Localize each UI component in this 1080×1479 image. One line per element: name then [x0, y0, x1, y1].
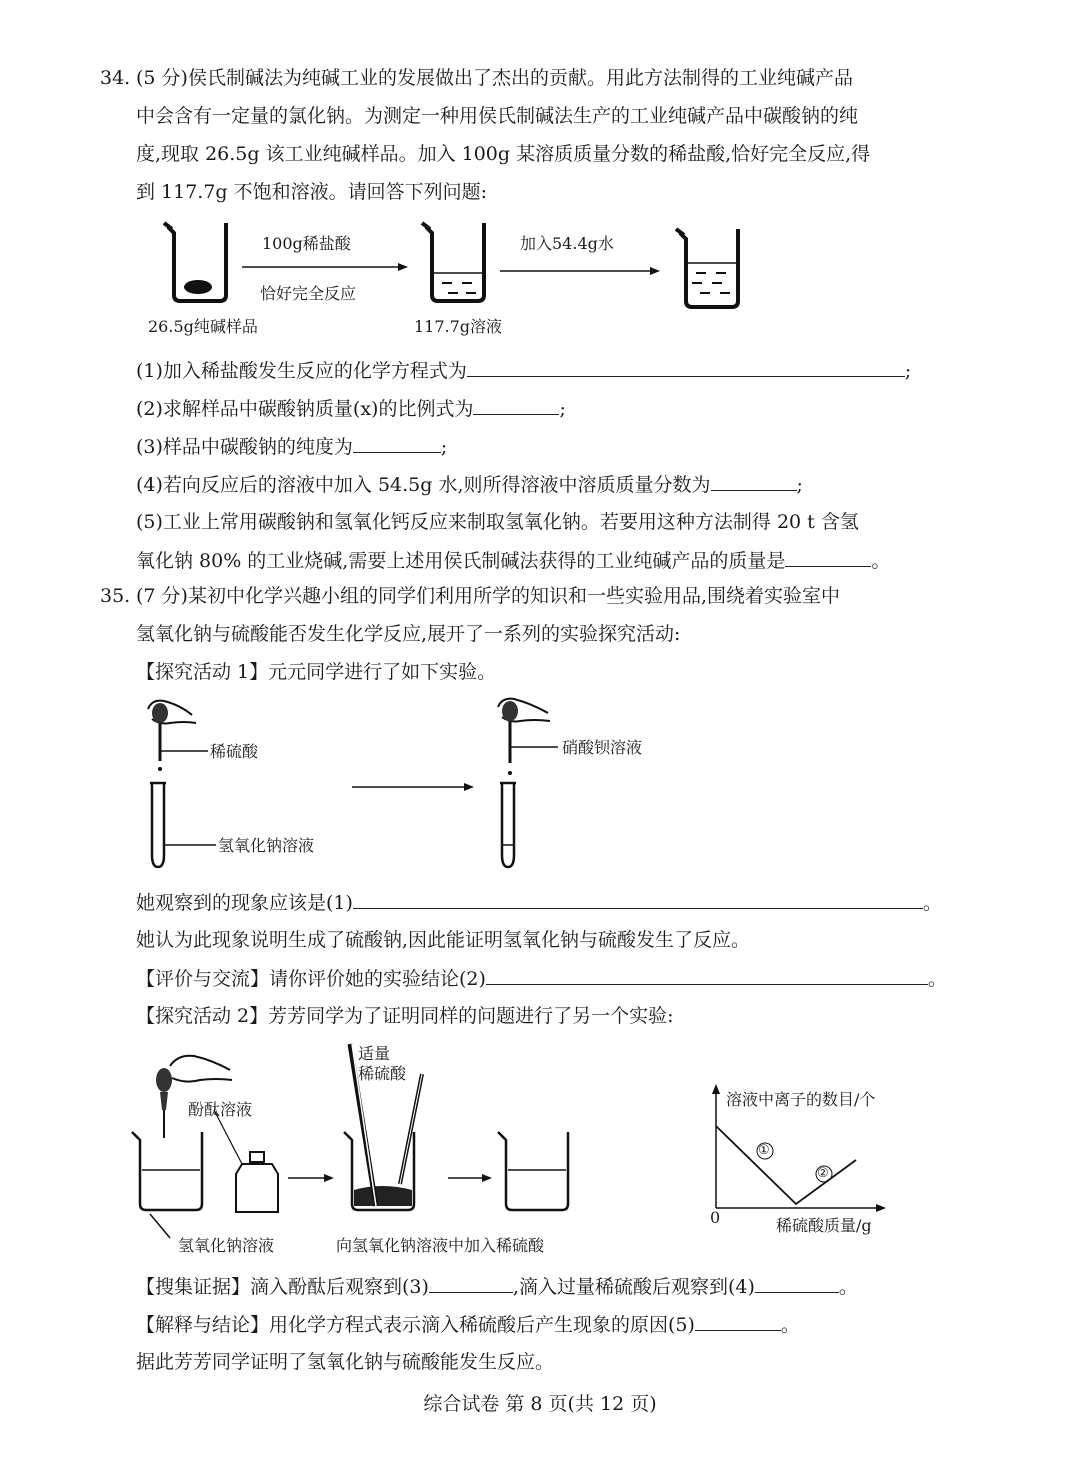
q34-sub5-line2: 氧化钠 80% 的工业烧碱,需要上述用侯氏制碱法获得的工业纯碱产品的质量是 。 — [136, 550, 891, 572]
q35-final: 据此芳芳同学证明了氢氧化钠与硫酸能发生反应。 — [136, 1351, 555, 1373]
beaker-solution — [422, 223, 484, 301]
q35-fig1 — [140, 695, 560, 875]
beaker-naoh — [132, 1132, 202, 1238]
q34-number: 34. — [100, 67, 131, 89]
graph-origin: 0 — [710, 1208, 721, 1227]
graph-mark-2: ② — [817, 1166, 829, 1181]
q35-evaluate: 【评价与交流】请你评价她的实验结论(2) 。 — [136, 968, 947, 990]
arrow1-top-label: 100g稀盐酸 — [262, 234, 351, 253]
q35-conclude: 她认为此现象说明生成了硫酸钠,因此能证明氢氧化钠与硫酸发生了反应。 — [136, 929, 751, 951]
acid-label-1: 适量 — [358, 1044, 391, 1063]
q35-line-2: 氢氧化钠与硫酸能否发生化学反应,展开了一系列的实验探究活动: — [136, 623, 681, 645]
dropper1-label: 稀硫酸 — [210, 742, 259, 761]
q34-line-3: 度,现取 26.5g 该工业纯碱样品。加入 100g 某溶质质量分数的稀盐酸,恰好完全反应,得 — [136, 143, 871, 165]
q35-evidence: 【搜集证据】滴入酚酞后观察到(3) ,滴入过量稀硫酸后观察到(4) 。 — [136, 1276, 858, 1298]
dropper-2 — [498, 699, 558, 775]
q34-line-1: (5 分)侯氏制碱法为纯碱工业的发展做出了杰出的贡献。用此方法制得的工业纯碱产品 — [136, 67, 853, 89]
q34-line-4: 到 117.7g 不饱和溶液。请回答下列问题: — [136, 181, 488, 203]
graph-curve — [716, 1126, 856, 1204]
q35-explain: 【解释与结论】用化学方程式表示滴入稀硫酸后产生现象的原因(5) 。 — [136, 1314, 800, 1336]
q35-line-1: (7 分)某初中化学兴趣小组的同学们利用所学的知识和一些实验用品,围绕着实验室中 — [136, 585, 840, 607]
dropper2-label: 硝酸钡溶液 — [562, 738, 643, 757]
naoh-label: 氢氧化钠溶液 — [178, 1236, 275, 1255]
phenol-bottle — [214, 1110, 278, 1212]
dropper-1 — [148, 701, 208, 771]
beaker1-label: 26.5g纯碱样品 — [148, 317, 258, 336]
q34-sub3: (3)样品中碳酸钠的纯度为 ; — [136, 436, 448, 458]
q34-sub1: (1)加入稀盐酸发生反应的化学方程式为 ; — [136, 360, 912, 382]
beaker-diluted — [676, 229, 738, 307]
graph-ylabel: 溶液中离子的数目/个 — [726, 1090, 876, 1109]
q35-activity1: 【探究活动 1】元元同学进行了如下实验。 — [136, 661, 497, 683]
tube-label: 氢氧化钠溶液 — [218, 836, 315, 855]
test-tube-2 — [500, 783, 516, 867]
acid-label-2: 稀硫酸 — [358, 1064, 407, 1083]
test-tube-1 — [150, 783, 216, 867]
q34-sub4: (4)若向反应后的溶液中加入 54.5g 水,则所得溶液中溶质质量分数为 ; — [136, 474, 803, 496]
q35-activity2: 【探究活动 2】芳芳同学为了证明同样的问题进行了另一个实验: — [136, 1005, 674, 1027]
arrow2-top-label: 加入54.4g水 — [520, 234, 614, 253]
graph-xlabel: 稀硫酸质量/g — [776, 1216, 872, 1235]
phenol-label: 酚酞溶液 — [188, 1100, 253, 1119]
arrow1-bottom-label: 恰好完全反应 — [260, 284, 357, 303]
q34-line-2: 中会含有一定量的氯化钠。为测定一种用侯氏制碱法生产的工业纯碱产品中碳酸钠的纯 — [136, 105, 859, 127]
graph-mark-1: ① — [758, 1143, 770, 1158]
q35-observe: 她观察到的现象应该是(1) 。 — [136, 892, 942, 914]
q34-sub5-line1: (5)工业上常用碳酸钠和氢氧化钙反应来制取氢氧化钠。若要用这种方法制得 20 t 含氢 — [136, 511, 859, 533]
page-footer: 综合试卷 第 8 页(共 12 页) — [423, 1393, 657, 1415]
q35-number: 35. — [100, 585, 131, 607]
q34-beaker-figure — [150, 215, 760, 325]
q34-sub2: (2)求解样品中碳酸钠质量(x)的比例式为 ; — [136, 398, 566, 420]
phenol-dropper — [156, 1056, 232, 1138]
beaker2-label: 117.7g溶液 — [414, 317, 503, 336]
process-label: 向氢氧化钠溶液中加入稀硫酸 — [336, 1236, 545, 1255]
beaker-result — [498, 1132, 568, 1210]
beaker-sample — [164, 223, 226, 301]
